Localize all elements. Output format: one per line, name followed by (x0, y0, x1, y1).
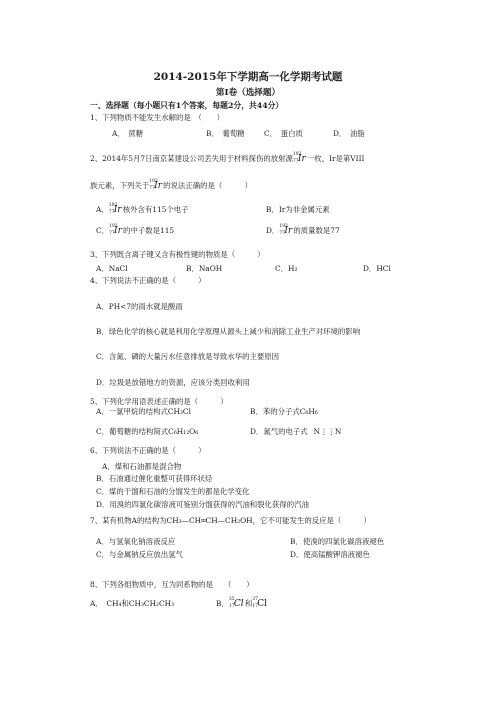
ir-isotope-symbol: 192 77 Ir (108, 203, 122, 215)
ir-isotope-symbol: 192 77 Ir (292, 152, 306, 164)
q2-option-b: B．Ir为非金属元素 (266, 205, 330, 214)
q2-option-a: A． 192 77 Ir 核外含有115个电子 (96, 203, 189, 215)
q6-stem: 6、下列说法不正确的是（ ） (90, 446, 206, 455)
q3-option-a: A．NaCl (96, 264, 128, 273)
q2-stem-line1: 2、2014年5月7日南京某建设公司丢失用于材料探伤的放射源 192 77 Ir 一枚，Ir是第VIII (90, 152, 365, 164)
chlorine-37-isotope: 37 17 Cl (252, 597, 267, 609)
q5-option-a: A．一氯甲烷的结构式CH₃Cl (96, 407, 191, 416)
q3-option-b: B．NaOH (186, 264, 223, 273)
chlorine-35-isotope: 35 17 Cl (228, 597, 244, 609)
q8-option-b: B． 35 17 Cl 和 37 17 Cl (216, 597, 267, 609)
q3-option-d: D．HCl (363, 264, 391, 273)
q4-option-d: D．垃圾是放错地方的资源，应该分类回收利用 (96, 378, 250, 387)
q3-stem: 3、下列既含离子键又含有极性键的物质是（ ） (90, 250, 265, 259)
q1-option-c: C． 蛋白质 (264, 129, 303, 138)
q3-option-c: C．H₂ (275, 264, 298, 273)
q7-option-a: A．与氢氧化钠溶液反应 (96, 537, 176, 546)
q8-stem: 8、下列各组物质中，互为同系物的是 （ ） (90, 580, 254, 589)
q5-stem: 5、下列化学用语表述正确的是（ ） (90, 397, 228, 406)
q7-stem: 7、某有机物A的结构为CH₃—CH═CH—CH₂OH，它不可能发生的反应是（ ） (90, 516, 371, 525)
page-title: 2014-2015年下学期高一化学期考试题 (153, 71, 343, 83)
q4-option-c: C．含氮、磷的大量污水任意排放是导致水华的主要原因 (96, 352, 280, 361)
q6-option-b: B．石油通过催化重整可获得环状烃 (96, 474, 213, 483)
q5-option-b: B．苯的分子式C₆H₆ (250, 407, 318, 416)
q5-option-c: C．葡萄糖的结构简式C₆H₁₂O₆ (96, 427, 199, 436)
ir-isotope-symbol: 192 77 Ir (109, 224, 122, 236)
q1-option-d: D． 油脂 (333, 129, 365, 138)
q4-option-a: A．PH<7的雨水就是酸雨 (96, 302, 183, 311)
volume-heading: 第I卷（选择题） (215, 88, 281, 98)
ir-isotope-symbol: 192 77 Ir (279, 224, 293, 236)
section-heading: 一、选择题（每小题只有1个答案，每题2分，共44分） (90, 101, 284, 110)
q1-stem: 1、下列物质不能发生水解的是 （ ） (90, 113, 225, 122)
q6-option-a: A．煤和石油都是混合物 (102, 462, 182, 471)
q8-option-a: A． CH₄和CH₃CH₂CH₃ (90, 599, 175, 608)
q4-option-b: B．绿色化学的核心就是利用化学原理从源头上减少和消除工业生产对环境的影响 (96, 327, 361, 336)
q2-stem-line2: 族元素，下列关于 192 77 Ir 的说法正确的是（ ） (90, 179, 252, 191)
q7-option-d: D．使高锰酸钾溶液褪色 (290, 550, 370, 559)
q2-option-c: C． 192 77 Ir 的中子数是115 (96, 224, 175, 236)
q4-stem: 4、下列说法不正确的是（ ） (90, 276, 206, 285)
q7-option-c: C．与金属钠反应放出氢气 (96, 550, 183, 559)
q1-option-b: B． 葡萄糖 (206, 129, 245, 138)
ir-isotope-symbol: 192 77 Ir (149, 179, 162, 191)
q2-option-d: D． 192 77 Ir 的质量数是77 (266, 224, 340, 236)
q5-option-d: D．氮气的电子式 N⋮⋮N (250, 427, 342, 436)
q7-option-b: B．使溴的四氯化碳溶液褪色 (290, 537, 385, 546)
nitrogen-electron-formula: N⋮⋮N (313, 427, 342, 436)
q6-option-d: D．用溴的四氯化碳溶液可鉴别分馏获得的汽油和裂化获得的汽油 (96, 500, 309, 509)
q6-option-c: C．煤的干馏和石油的分馏发生的都是化学变化 (96, 487, 250, 496)
q1-option-a: A． 蔗糖 (112, 129, 144, 138)
